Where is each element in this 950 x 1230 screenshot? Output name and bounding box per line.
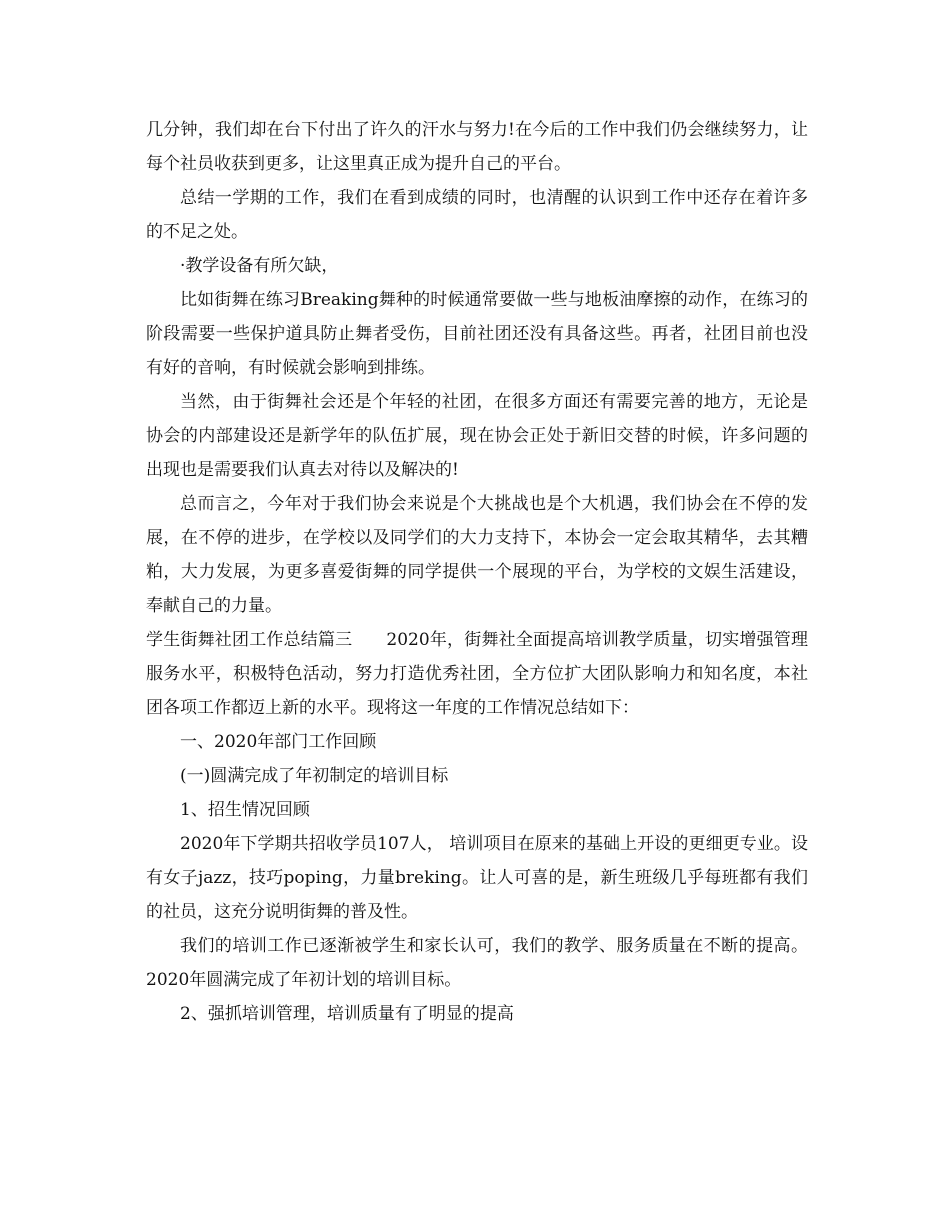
- section-intro-paragraph: [146, 623, 808, 725]
- section-item-2: (一)圆满完成了年初制定的培训目标: [180, 766, 449, 786]
- section-item-1: 一、2020年部门工作回顾: [180, 732, 377, 752]
- section-item-6: 2、强抓培训管理，培训质量有了明显的提高: [180, 1004, 514, 1024]
- paragraph-3: 比如街舞在练习Breaking舞种的时候通常要做一些与地板油摩擦的动作，在练习的阶段需要一些保护道具防止舞者受伤，目前社团还没有具备这些。再者，社团目前也没有好的音响，有时候就会影响到排练。: [146, 290, 808, 378]
- section-item-4: 2020年下学期共招收学员107人， 培训项目在原来的基础上开设的更细更专业。设有女子jazz，技巧poping，力量breking。让人可喜的是，新生班级几乎每班都有我们的社员，这充分说明街舞的普及性。: [146, 834, 808, 922]
- document-body: [146, 113, 808, 1031]
- paragraph-2: 总结一学期的工作，我们在看到成绩的同时，也清醒的认识到工作中还存在着许多的不足之处。: [146, 188, 808, 242]
- paragraph-4: 当然，由于街舞社会还是个年轻的社团，在很多方面还有需要完善的地方，无论是协会的内部建设还是新学年的队伍扩展，现在协会正处于新旧交替的时候，许多问题的出现也是需要我们认真去对待以及解决的!: [146, 392, 808, 480]
- paragraph-5: 总而言之，今年对于我们协会来说是个大挑战也是个大机遇，我们协会在不停的发展，在不停的进步，在学校以及同学们的大力支持下，本协会一定会取其精华，去其糟粕，大力发展，为更多喜爱街舞的同学提供一个展现的平台，为学校的文娱生活建设，奉献自己的力量。: [146, 494, 808, 616]
- section-item-5: 我们的培训工作已逐渐被学生和家长认可，我们的教学、服务质量在不断的提高。2020年圆满完成了年初计划的培训目标。: [146, 936, 808, 990]
- bullet-item: ·教学设备有所欠缺，: [180, 256, 339, 276]
- section-intro: 2020年，街舞社全面提高培训教学质量，切实增强管理服务水平，积极特色活动，努力打造优秀社团，全方位扩大团队影响力和知名度，本社团各项工作都迈上新的水平。现将这一年度的工作情况总结如下：: [146, 630, 809, 718]
- section-heading: 学生街舞社团工作总结篇三: [146, 630, 353, 650]
- section-item-3: 1、招生情况回顾: [180, 800, 310, 820]
- paragraph-1: 几分钟，我们却在台下付出了许久的汗水与努力!在今后的工作中我们仍会继续努力，让每个社员收获到更多，让这里真正成为提升自己的平台。: [146, 120, 808, 174]
